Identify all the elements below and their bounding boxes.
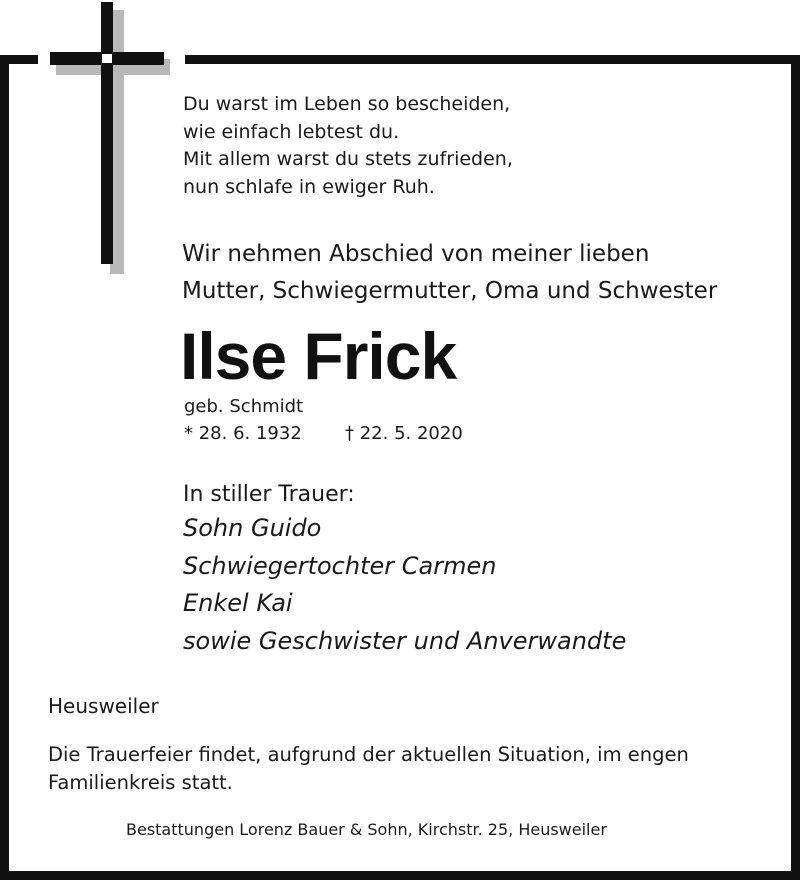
- poem: [183, 91, 513, 201]
- mourners-list: [183, 510, 626, 660]
- undertaker-footer: Bestattungen Lorenz Bauer & Sohn, Kirchstr. 25, Heusweiler: [126, 820, 607, 839]
- birth-date: * 28. 6. 1932: [184, 423, 302, 444]
- cross-vertical-bar: [101, 2, 113, 264]
- notice-line: Familienkreis statt.: [48, 771, 233, 794]
- funeral-notice: [48, 741, 689, 797]
- frame-bottom-border: [0, 871, 800, 880]
- poem-line: wie einfach lebtest du.: [183, 120, 400, 143]
- place: Heusweiler: [48, 694, 159, 718]
- intro-line: Wir nehmen Abschied von meiner lieben: [182, 241, 650, 267]
- maiden-name: geb. Schmidt: [184, 396, 304, 417]
- intro-line: Mutter, Schwiegermutter, Oma und Schwester: [182, 278, 718, 304]
- frame-right-border: [791, 55, 800, 880]
- cross-center: [102, 54, 112, 63]
- mourner-name: sowie Geschwister und Anverwandte: [183, 626, 627, 655]
- deceased-name: Ilse Frick: [180, 319, 457, 393]
- farewell-intro: [182, 236, 717, 310]
- notice-line: Die Trauerfeier findet, aufgrund der aktuellen Situation, im engen: [48, 743, 689, 766]
- poem-line: Du warst im Leben so bescheiden,: [183, 93, 511, 115]
- poem-line: nun schlafe in ewiger Ruh.: [183, 175, 435, 198]
- mourner-name: Sohn Guido: [183, 514, 322, 542]
- mourning-label: In stiller Trauer:: [183, 482, 355, 507]
- poem-line: Mit allem warst du stets zufrieden,: [183, 148, 513, 170]
- mourner-name: Schwiegertochter Carmen: [183, 551, 497, 580]
- death-date: † 22. 5. 2020: [345, 423, 463, 444]
- mourner-name: Enkel Kai: [183, 589, 293, 617]
- frame-top-right-border: [185, 55, 800, 64]
- life-dates: [184, 421, 463, 447]
- cross-icon: [0, 0, 200, 290]
